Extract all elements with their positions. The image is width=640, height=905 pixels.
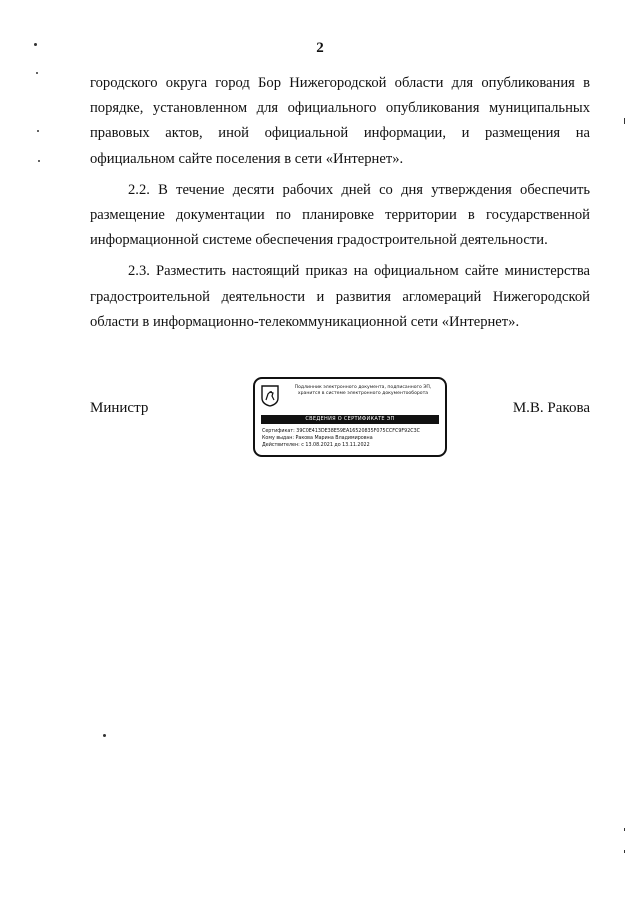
certificate-row — [262, 428, 442, 435]
issued-to-value: Ракова Марина Владимировна — [295, 436, 373, 441]
certificate-value: 39C0E413DE38E59EA16520835F075CCFC9F92C3C — [296, 429, 421, 434]
scan-speck — [624, 828, 625, 831]
page-number: 2 — [316, 40, 324, 56]
validity-label: Действителен: — [262, 443, 300, 448]
validity-row — [262, 442, 442, 449]
electronic-signature-stamp — [253, 377, 447, 457]
certificate-label: Сертификат: — [262, 429, 295, 434]
validity-value: с 13.08.2021 до 13.11.2022 — [301, 443, 370, 448]
paragraph-2-2: 2.2. В течение десяти рабочих дней со дня утверждения обеспечить размещение документации по планировке территории в государственной информационной системе обеспечения градостроительной деятельности. — [90, 181, 590, 249]
scan-speck — [103, 734, 106, 737]
coat-of-arms-icon — [261, 385, 279, 407]
scan-speck — [34, 43, 37, 46]
paragraph-2-3: 2.3. Разместить настоящий приказ на официальном сайте министерства градостроительной деятельности и развития агломераций Нижегородской области в информационно-телекоммуникационной сети «Интернет». — [90, 263, 590, 330]
signatory-name: М.В. Ракова — [512, 400, 590, 416]
document-body — [90, 71, 590, 341]
scan-speck — [38, 160, 40, 162]
scan-speck — [36, 72, 38, 74]
issued-to-label: Кому выдан: — [262, 436, 294, 441]
scan-speck — [624, 850, 625, 853]
stamp-details — [262, 428, 442, 449]
issued-to-row — [262, 435, 442, 442]
paragraph-continuation: городского округа город Бор Нижегородской области для опубликования в порядке, установленном для официального опубликования муниципальных правовых актов, иной официальной информации, и размещения на официальном сайте поселения в сети «Интернет». — [90, 75, 590, 167]
stamp-header: СВЕДЕНИЯ О СЕРТИФИКАТЕ ЭП — [261, 415, 439, 424]
signatory-role: Министр — [90, 400, 149, 416]
stamp-note: Подлинник электронного документа, подписанного ЭП, хранится в системе электронного документооборота — [294, 385, 432, 397]
scan-speck — [37, 130, 39, 132]
scan-speck — [624, 118, 625, 124]
